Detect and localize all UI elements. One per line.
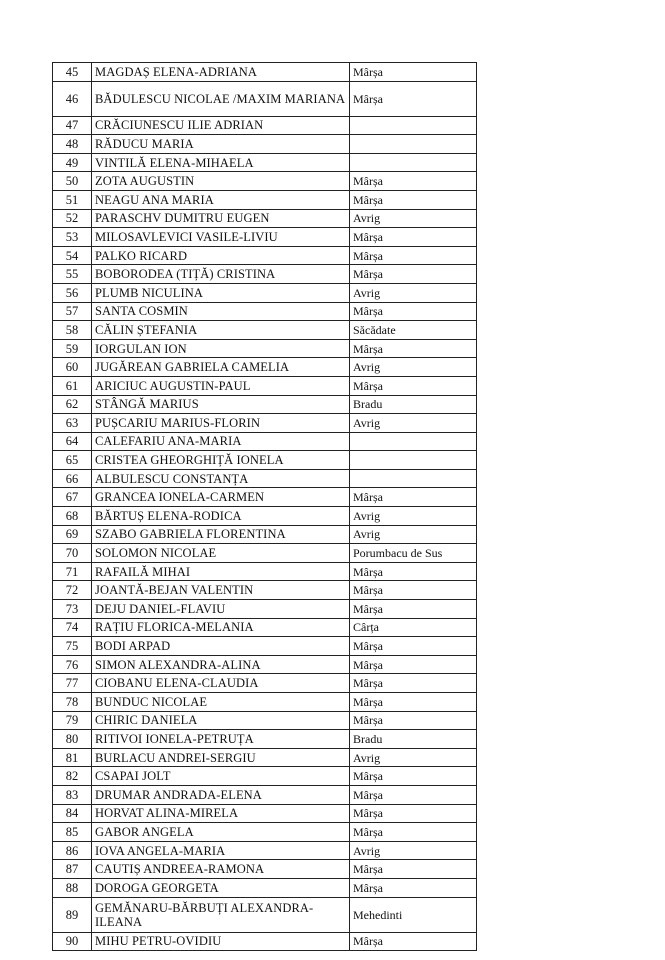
place-name: Mârșa [350,637,477,656]
place-name: Avrig [350,841,477,860]
person-name: BUNDUC NICOLAE [92,693,350,712]
row-number: 67 [53,488,92,507]
person-name: ZOTA AUGUSTIN [92,172,350,191]
table-row [53,674,477,693]
person-name: PLUMB NICULINA [92,283,350,302]
place-name: Mârșa [350,674,477,693]
person-name: BĂDULESCU NICOLAE /MAXIM MARIANA [92,81,350,116]
table-row [53,432,477,451]
table-row [53,339,477,358]
table-row [53,860,477,879]
place-name: Mârșa [350,655,477,674]
place-name: Mehedinti [350,897,477,932]
place-name: Mârșa [350,265,477,284]
person-name: SANTA COSMIN [92,302,350,321]
place-name: Mârșa [350,488,477,507]
row-number: 79 [53,711,92,730]
person-name: ALBULESCU CONSTANȚA [92,469,350,488]
row-number: 84 [53,804,92,823]
row-number: 66 [53,469,92,488]
table-row [53,785,477,804]
person-name: JUGĂREAN GABRIELA CAMELIA [92,358,350,377]
person-name: VINTILĂ ELENA-MIHAELA [92,153,350,172]
table-row [53,265,477,284]
person-name: GEMĂNARU-BĂRBUȚI ALEXANDRA-ILEANA [92,897,350,932]
row-number: 47 [53,116,92,135]
place-name [350,451,477,470]
place-name: Avrig [350,414,477,433]
table-row [53,228,477,247]
person-name: CRISTEA GHEORGHIȚĂ IONELA [92,451,350,470]
place-name: Avrig [350,525,477,544]
row-number: 46 [53,81,92,116]
row-number: 80 [53,730,92,749]
table-row [53,767,477,786]
row-number: 51 [53,190,92,209]
person-name: RĂDUCU MARIA [92,135,350,154]
table-row [53,525,477,544]
place-name: Mârșa [350,190,477,209]
place-name: Mârșa [350,339,477,358]
row-number: 73 [53,600,92,619]
row-number: 56 [53,283,92,302]
table-row [53,562,477,581]
row-number: 64 [53,432,92,451]
place-name: Mârșa [350,932,477,951]
person-name: ARICIUC AUGUSTIN-PAUL [92,376,350,395]
person-name: CAUTIȘ ANDREEA-RAMONA [92,860,350,879]
table-row [53,116,477,135]
table-row [53,153,477,172]
place-name: Mârșa [350,81,477,116]
person-name: CIOBANU ELENA-CLAUDIA [92,674,350,693]
table-row [53,488,477,507]
person-name: SIMON ALEXANDRA-ALINA [92,655,350,674]
person-name: BURLACU ANDREI-SERGIU [92,748,350,767]
row-number: 85 [53,823,92,842]
place-name: Mârșa [350,63,477,82]
person-name: CĂLIN ȘTEFANIA [92,321,350,340]
place-name: Avrig [350,358,477,377]
person-name: MILOSAVLEVICI VASILE-LIVIU [92,228,350,247]
row-number: 61 [53,376,92,395]
table-row [53,469,477,488]
person-name: PALKO RICARD [92,246,350,265]
table-row [53,414,477,433]
place-name: Mârșa [350,767,477,786]
place-name: Avrig [350,748,477,767]
table-row [53,804,477,823]
person-name: HORVAT ALINA-MIRELA [92,804,350,823]
row-number: 72 [53,581,92,600]
row-number: 71 [53,562,92,581]
person-name: STÂNGĂ MARIUS [92,395,350,414]
place-name: Mârșa [350,804,477,823]
place-name: Mârșa [350,860,477,879]
row-number: 53 [53,228,92,247]
place-name: Mârșa [350,246,477,265]
place-name: Mârșa [350,600,477,619]
place-name: Cârța [350,618,477,637]
row-number: 74 [53,618,92,637]
person-name: MAGDAȘ ELENA-ADRIANA [92,63,350,82]
row-number: 49 [53,153,92,172]
table-row [53,135,477,154]
row-number: 50 [53,172,92,191]
place-name: Mârșa [350,562,477,581]
row-number: 75 [53,637,92,656]
row-number: 70 [53,544,92,563]
person-name: BĂRTUȘ ELENA-RODICA [92,507,350,526]
table-row [53,302,477,321]
place-name: Mârșa [350,172,477,191]
table-row [53,544,477,563]
row-number: 62 [53,395,92,414]
place-name: Mârșa [350,878,477,897]
table-row [53,376,477,395]
table-row [53,321,477,340]
table-row [53,823,477,842]
table-row [53,878,477,897]
person-name: RITIVOI IONELA-PETRUȚA [92,730,350,749]
table-row [53,358,477,377]
row-number: 58 [53,321,92,340]
table-row [53,283,477,302]
table-row [53,246,477,265]
list-table [52,62,477,951]
table-row [53,63,477,82]
person-name: DOROGA GEORGETA [92,878,350,897]
person-name: CRĂCIUNESCU ILIE ADRIAN [92,116,350,135]
row-number: 88 [53,878,92,897]
place-name: Porumbacu de Sus [350,544,477,563]
row-number: 87 [53,860,92,879]
person-name: IOVA ANGELA-MARIA [92,841,350,860]
row-number: 83 [53,785,92,804]
table-row [53,507,477,526]
person-name: RAȚIU FLORICA-MELANIA [92,618,350,637]
table-row [53,395,477,414]
row-number: 90 [53,932,92,951]
row-number: 48 [53,135,92,154]
table-row [53,600,477,619]
row-number: 89 [53,897,92,932]
list-table-body [53,63,477,951]
table-row [53,451,477,470]
place-name [350,135,477,154]
table-row [53,711,477,730]
table-row [53,730,477,749]
table-row [53,190,477,209]
table-row [53,841,477,860]
table-row [53,209,477,228]
person-name: GRANCEA IONELA-CARMEN [92,488,350,507]
person-name: SZABO GABRIELA FLORENTINA [92,525,350,544]
row-number: 59 [53,339,92,358]
place-name [350,432,477,451]
row-number: 77 [53,674,92,693]
row-number: 69 [53,525,92,544]
person-name: NEAGU ANA MARIA [92,190,350,209]
row-number: 45 [53,63,92,82]
place-name: Săcădate [350,321,477,340]
place-name: Mârșa [350,693,477,712]
place-name: Avrig [350,283,477,302]
person-name: PARASCHV DUMITRU EUGEN [92,209,350,228]
person-name: PUȘCARIU MARIUS-FLORIN [92,414,350,433]
row-number: 82 [53,767,92,786]
place-name: Bradu [350,730,477,749]
person-name: RAFAILĂ MIHAI [92,562,350,581]
place-name: Bradu [350,395,477,414]
row-number: 86 [53,841,92,860]
row-number: 76 [53,655,92,674]
row-number: 63 [53,414,92,433]
person-name: CSAPAI JOLT [92,767,350,786]
person-name: DRUMAR ANDRADA-ELENA [92,785,350,804]
place-name [350,116,477,135]
person-name: CALEFARIU ANA-MARIA [92,432,350,451]
row-number: 78 [53,693,92,712]
person-name: CHIRIC DANIELA [92,711,350,730]
place-name: Mârșa [350,785,477,804]
place-name [350,469,477,488]
table-row [53,897,477,932]
person-name: IORGULAN ION [92,339,350,358]
table-row [53,693,477,712]
place-name: Mârșa [350,711,477,730]
place-name: Mârșa [350,823,477,842]
table-row [53,748,477,767]
table-row [53,172,477,191]
row-number: 68 [53,507,92,526]
person-name: BOBORODEA (TIȚĂ) CRISTINA [92,265,350,284]
table-row [53,655,477,674]
table-row [53,81,477,116]
row-number: 52 [53,209,92,228]
place-name: Avrig [350,507,477,526]
place-name: Mârșa [350,302,477,321]
table-row [53,581,477,600]
person-name: GABOR ANGELA [92,823,350,842]
place-name: Mârșa [350,376,477,395]
row-number: 60 [53,358,92,377]
row-number: 65 [53,451,92,470]
person-name: DEJU DANIEL-FLAVIU [92,600,350,619]
row-number: 54 [53,246,92,265]
person-name: BODI ARPAD [92,637,350,656]
row-number: 57 [53,302,92,321]
row-number: 55 [53,265,92,284]
person-name: JOANTĂ-BEJAN VALENTIN [92,581,350,600]
table-row [53,637,477,656]
place-name: Avrig [350,209,477,228]
row-number: 81 [53,748,92,767]
place-name: Mârșa [350,228,477,247]
table-row [53,618,477,637]
place-name: Mârșa [350,581,477,600]
person-name: SOLOMON NICOLAE [92,544,350,563]
place-name [350,153,477,172]
person-name: MIHU PETRU-OVIDIU [92,932,350,951]
table-row [53,932,477,951]
